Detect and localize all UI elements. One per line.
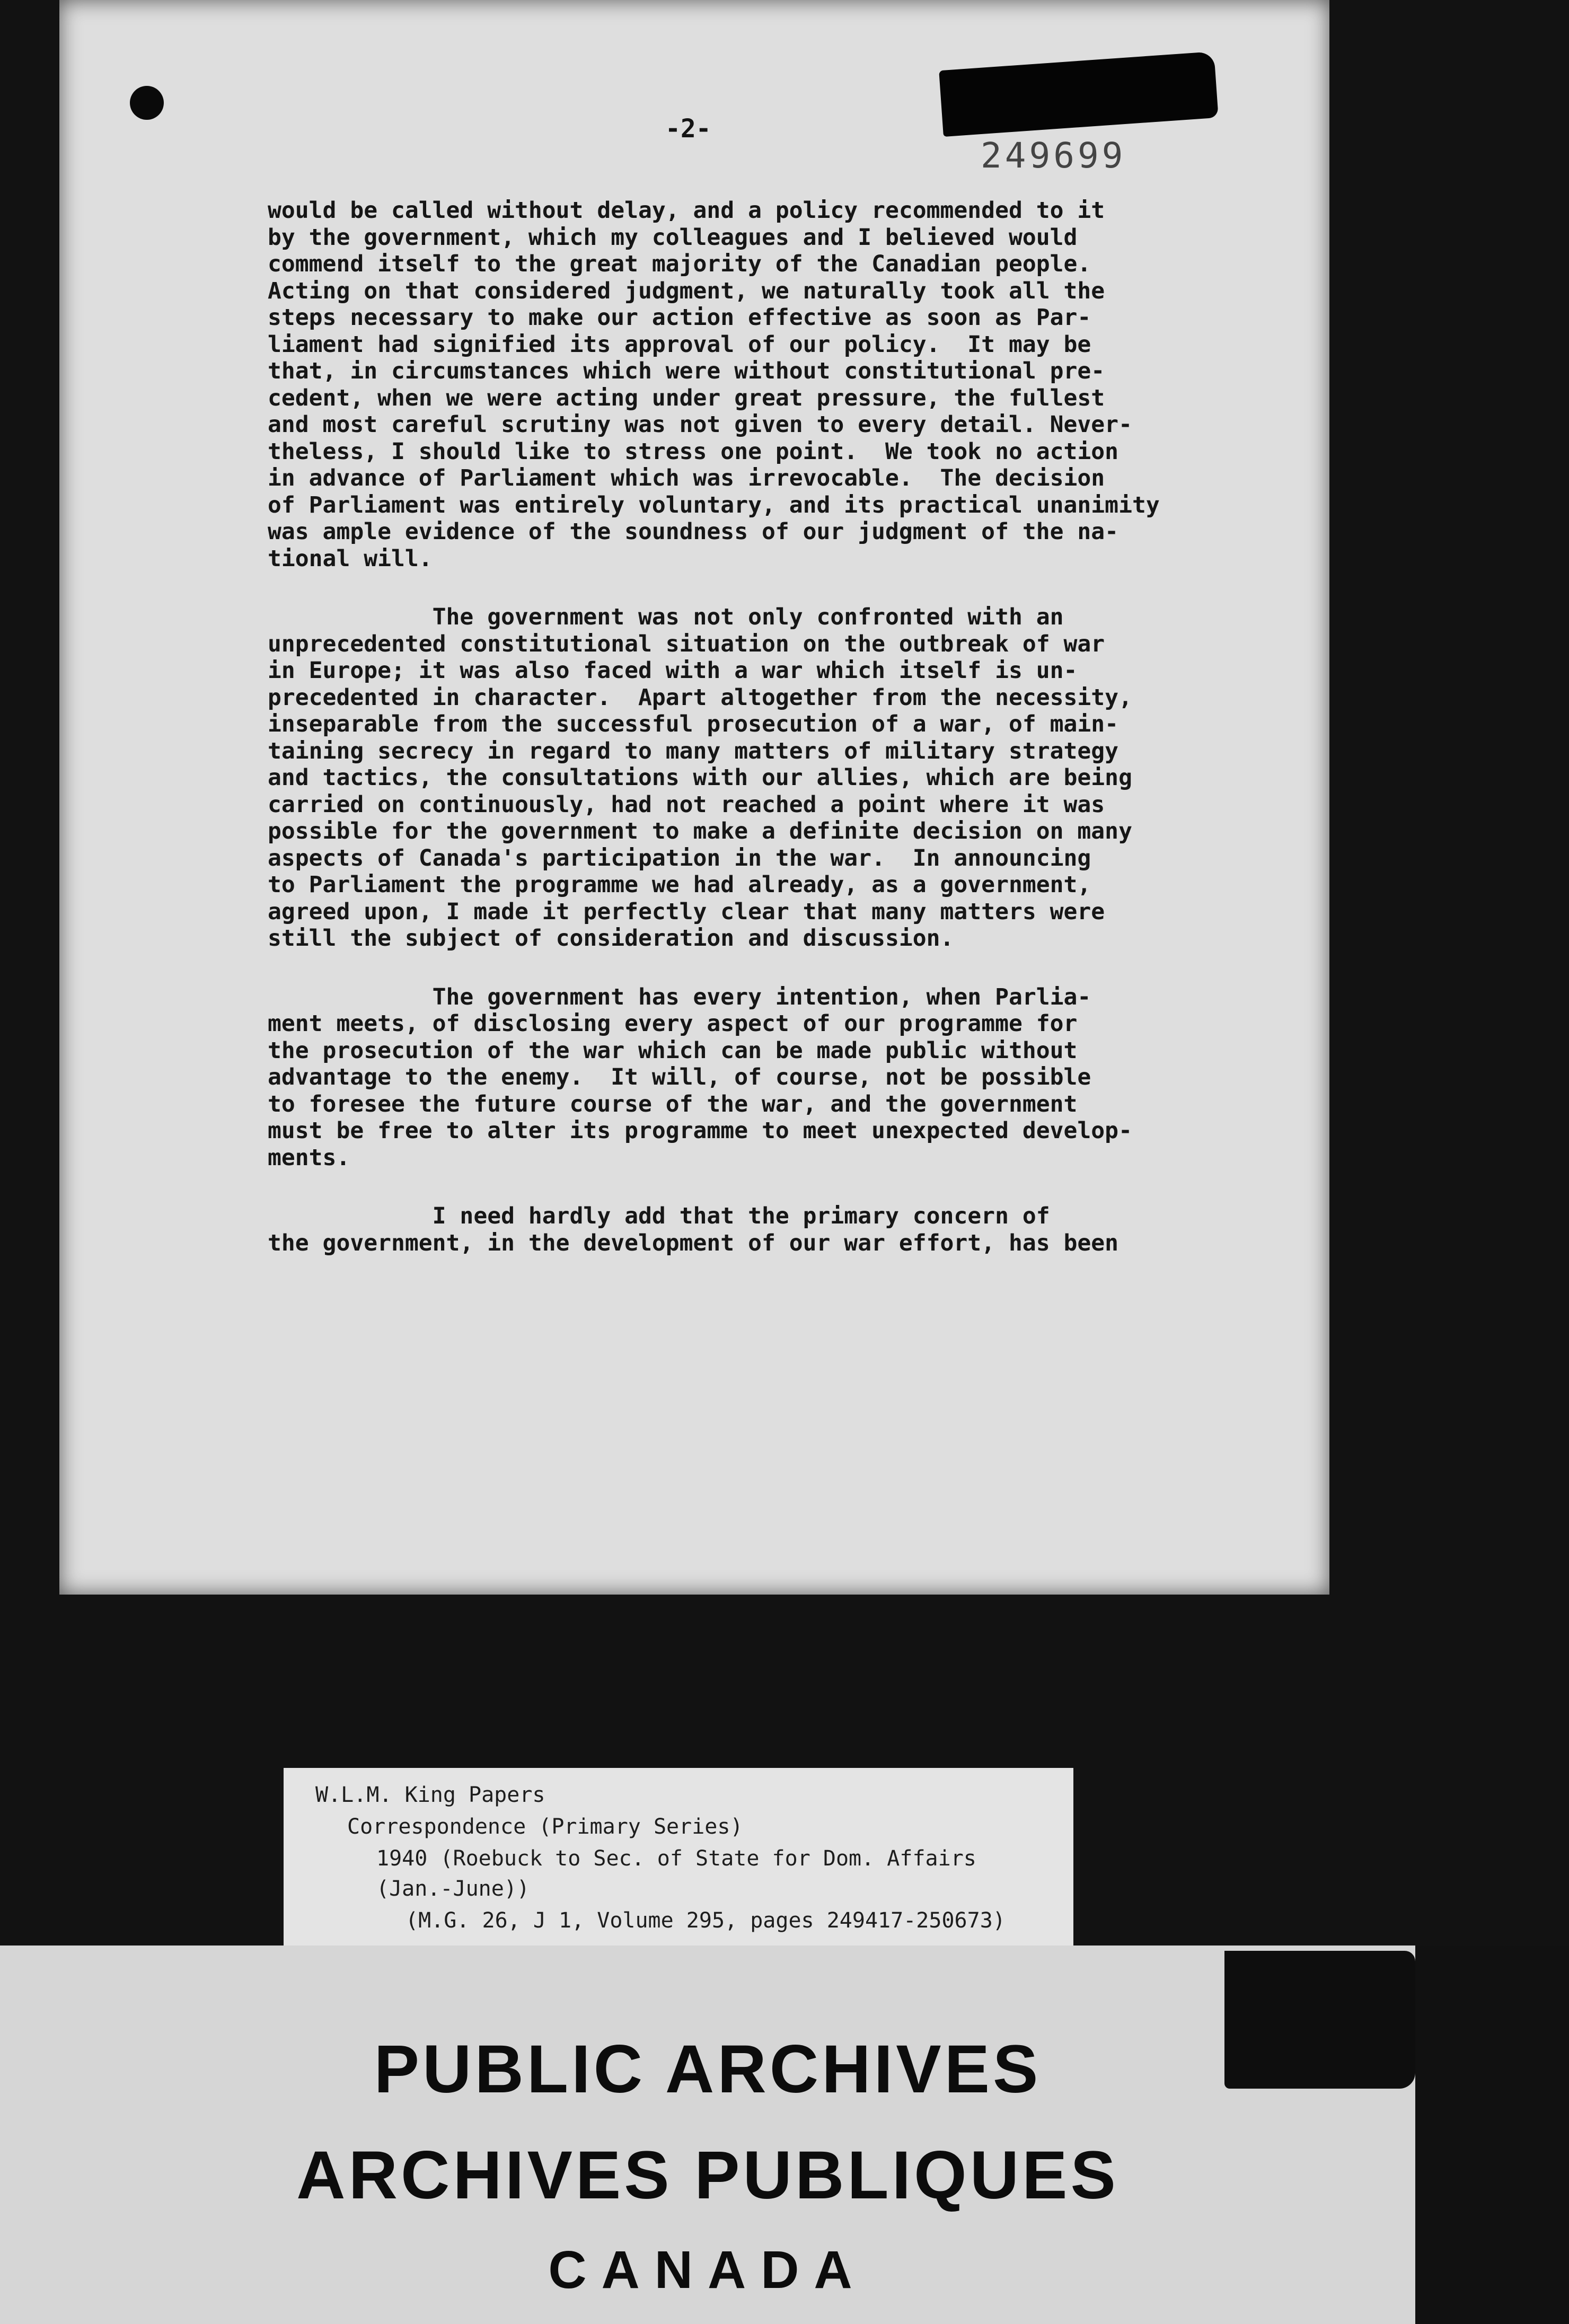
paragraph-2: The government was not only confronted with an unprecedented constitutional situation on the outbreak of war in Europe; it was also faced with a war which itself is un- precedented in character. Apart altogether from the necessity, inseparable from the successful prosecution of a war, of main- taining secrecy in regard to many matters of military strategy and tactics, the consultations with our allies, which are being carried on continuously, had not reached a point where it was possible for the government to make a definite decision on many aspects of Canada's participation in the war. In announcing to Parliament the programme we had already, as a government, agreed upon, I made it perfectly clear that many matters were still the subject of consideration and discussion.: [268, 604, 1132, 952]
label-volume-range: 1940 (Roebuck to Sec. of State for Dom. Affairs: [376, 1846, 976, 1871]
banner-title-english: PUBLIC ARCHIVES: [374, 2031, 1042, 2107]
page-number: -2-: [665, 114, 711, 144]
punch-hole: [130, 86, 164, 120]
paragraph-4: I need hardly add that the primary concern of the government, in the development of our war effort, has been: [268, 1203, 1119, 1256]
banner-title-french: ARCHIVES PUBLIQUES: [296, 2137, 1119, 2213]
film-edge: [1415, 1946, 1569, 2324]
label-reference: (M.G. 26, J 1, Volume 295, pages 249417-250673): [406, 1908, 1006, 1933]
paragraph-3: The government has every intention, when Parlia- ment meets, of disclosing every aspect of our programme for the prosecution of the war which can be made public without advantage to the enemy. It will, of course, not be possible to foresee the future course of the war, and the government must be free to alter its programme to meet unexpected develop- ments.: [268, 983, 1132, 1171]
letter-body: [268, 197, 1317, 1288]
label-date-range: (Jan.-June)): [376, 1877, 530, 1901]
label-series: Correspondence (Primary Series): [347, 1815, 743, 1839]
paragraph-1: would be called without delay, and a policy recommended to it by the government, which my colleagues and I believed would commend itself to the great majority of the Canadian people. Acting on that considered judgment, we naturally took all the steps necessary to make our action effective as soon as Par- liament had signified its approval of our policy. It may be that, in circumstances which were without constitutional pre- cedent, when we were acting under great pressure, the fullest and most careful scrutiny was not given to every detail. Never- theless, I should like to stress one point. We took no action in advance of Parliament which was irrevocable. The decision of Parliament was entirely voluntary, and its practical unanimity was ample evidence of the soundness of our judgment of the na- tional will.: [268, 197, 1160, 572]
banner-country: CANADA: [548, 2240, 867, 2300]
label-collection: W.L.M. King Papers: [315, 1783, 545, 1807]
document-number: 249699: [981, 135, 1126, 176]
archive-label-card: [284, 1768, 1073, 1951]
